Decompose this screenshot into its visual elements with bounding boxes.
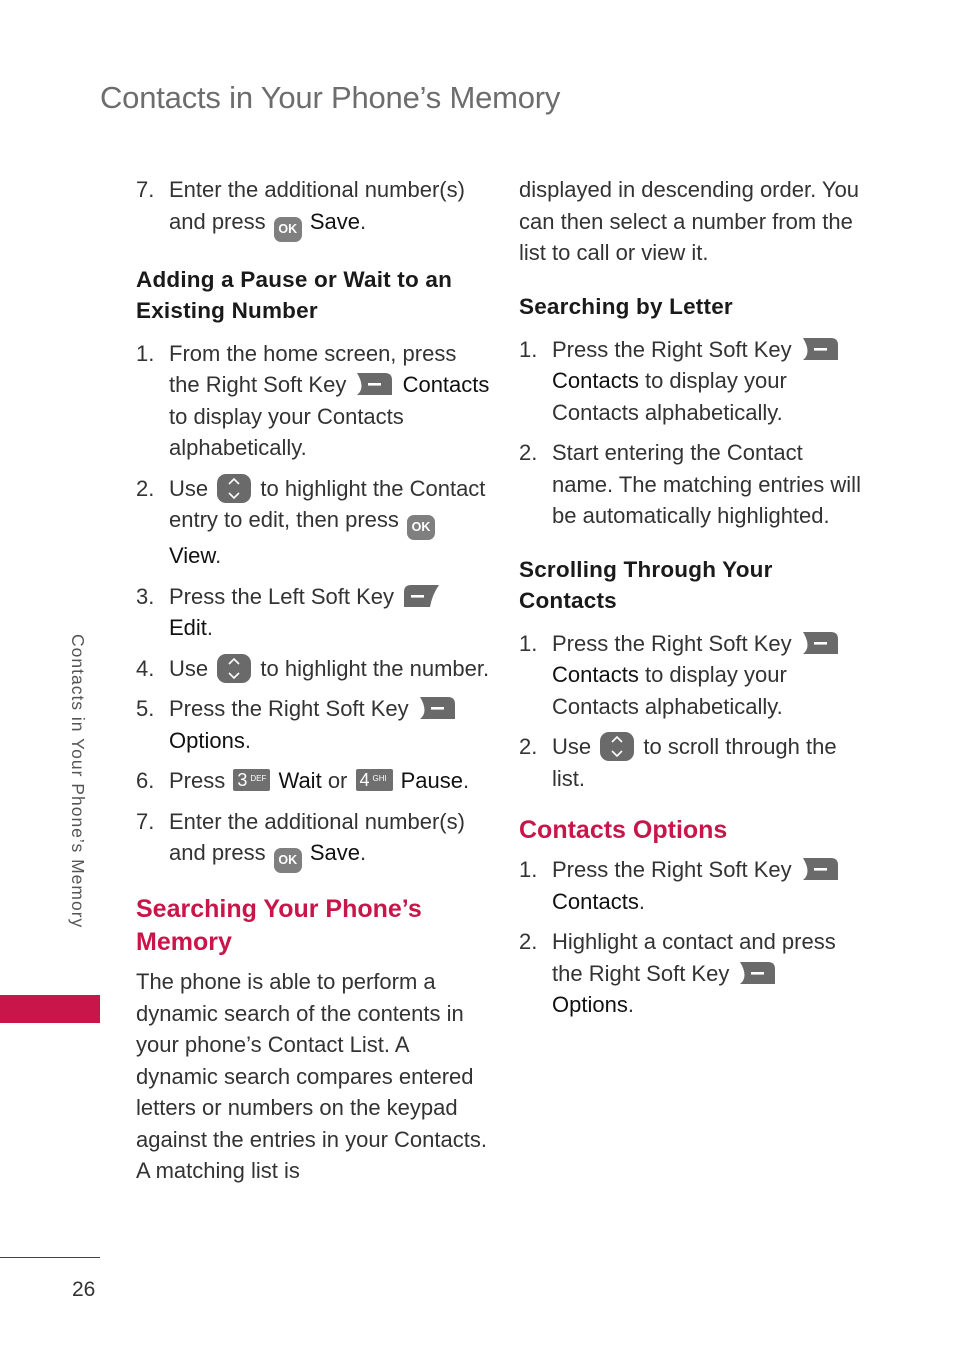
keyword: Save bbox=[309, 208, 361, 234]
ok-key-icon: OK bbox=[274, 217, 302, 242]
step-text: . bbox=[638, 888, 645, 914]
step-number: 2. bbox=[519, 929, 538, 954]
navigation-key-icon bbox=[216, 653, 252, 684]
list-item bbox=[136, 473, 491, 572]
key-digit: 3 bbox=[237, 770, 248, 790]
step-text: Highlight a contact and press the Right Soft Key bbox=[552, 929, 836, 986]
list-item bbox=[136, 653, 491, 685]
list-item bbox=[519, 628, 864, 723]
right-soft-key-icon bbox=[800, 336, 840, 362]
step-text: Enter the additional number(s) and press bbox=[169, 177, 465, 234]
navigation-key-icon bbox=[216, 473, 252, 504]
right-soft-key-icon bbox=[800, 856, 840, 882]
step-number: 1. bbox=[519, 857, 538, 882]
right-soft-key-icon bbox=[737, 960, 777, 986]
paragraph: The phone is able to perform a dynamic search of the contents in your phone’s Contact List. A dynamic search compares entered letters or numbers on the keypad against the entries in your Contacts. A matching list is bbox=[136, 969, 487, 1183]
paragraph: displayed in descending order. You can then select a number from the list to call or view it. bbox=[519, 177, 860, 265]
step-number: 2. bbox=[519, 734, 538, 759]
keyword: Edit bbox=[169, 615, 207, 640]
list-item bbox=[519, 926, 864, 1021]
keyword: Contacts bbox=[552, 368, 639, 393]
step-text: or bbox=[327, 768, 348, 793]
subheading-search-letter: Searching by Letter bbox=[519, 293, 733, 319]
list-item bbox=[136, 806, 491, 874]
list-item bbox=[519, 437, 864, 532]
step-text: to highlight the Contact entry to edit, then press bbox=[169, 475, 486, 532]
section-heading-searching: Searching Your Phone’s Memory bbox=[136, 895, 422, 956]
ok-key-icon: OK bbox=[274, 848, 302, 873]
step-text: . bbox=[627, 992, 634, 1017]
right-soft-key-icon bbox=[417, 695, 457, 721]
step-text: Use bbox=[169, 655, 209, 681]
step-text: Use bbox=[552, 734, 592, 759]
right-column bbox=[519, 174, 864, 1030]
step-text: Enter the additional number(s) and press bbox=[169, 808, 465, 865]
list-item bbox=[136, 693, 491, 756]
step-text: . bbox=[360, 208, 367, 234]
navigation-key-icon bbox=[599, 731, 635, 762]
step-text: Press bbox=[169, 768, 226, 793]
subheading-scrolling: Scrolling Through Your Contacts bbox=[519, 556, 773, 613]
list-item bbox=[136, 765, 491, 797]
list-item bbox=[519, 334, 864, 429]
step-number: 7. bbox=[136, 177, 155, 202]
step-text: . bbox=[463, 768, 470, 793]
keyword: Pause bbox=[400, 768, 464, 793]
step-number: 4. bbox=[136, 655, 155, 681]
list-item bbox=[136, 338, 491, 464]
keyword: Options bbox=[552, 992, 628, 1017]
step-text: Press the Right Soft Key bbox=[552, 857, 792, 882]
list-item bbox=[519, 731, 864, 794]
keyword: Contacts bbox=[552, 662, 639, 687]
key-3-def-icon bbox=[233, 769, 270, 791]
step-number: 6. bbox=[136, 768, 155, 793]
right-soft-key-icon bbox=[800, 630, 840, 656]
step-number: 1. bbox=[519, 336, 538, 362]
step-text: to scroll through the list. bbox=[552, 734, 837, 791]
key-letters: DEF bbox=[250, 774, 267, 783]
page-title: Contacts in Your Phone’s Memory bbox=[100, 80, 561, 115]
keyword: Options bbox=[169, 727, 245, 753]
left-soft-key-icon bbox=[402, 583, 442, 609]
step-number: 2. bbox=[136, 475, 155, 501]
step-text: Start entering the Contact name. The matching entries will be automatically highlighted. bbox=[552, 440, 861, 528]
page-number: 26 bbox=[72, 1278, 96, 1301]
step-number: 2. bbox=[519, 440, 538, 465]
step-number: 1. bbox=[136, 340, 155, 366]
keyword: View bbox=[169, 543, 216, 568]
step-text: Use bbox=[169, 475, 209, 501]
step-text: to display your Contacts alphabetically. bbox=[552, 662, 787, 719]
keyword: Wait bbox=[278, 768, 322, 793]
step-text: to highlight the number. bbox=[260, 655, 490, 681]
footer-rule bbox=[0, 1257, 100, 1258]
step-text: . bbox=[244, 727, 251, 753]
step-text: Press the Left Soft Key bbox=[169, 583, 395, 609]
side-tab-label: Contacts in Your Phone’s Memory bbox=[68, 634, 88, 929]
key-4-ghi-icon bbox=[356, 769, 393, 791]
side-tab-marker bbox=[0, 995, 100, 1023]
step-text: . bbox=[360, 840, 367, 865]
key-letters: GHI bbox=[372, 774, 387, 783]
keyword: Save bbox=[309, 840, 361, 865]
step-text: Press the Right Soft Key bbox=[552, 336, 792, 362]
step-number: 7. bbox=[136, 808, 155, 834]
step-text: to display your Contacts alphabetically. bbox=[169, 403, 404, 460]
step-text: Press the Right Soft Key bbox=[169, 696, 409, 721]
ok-key-icon: OK bbox=[407, 515, 435, 540]
step-text: to display your Contacts alphabetically. bbox=[552, 368, 787, 425]
list-item bbox=[136, 581, 491, 644]
step-text: From the home screen, press the Right Soft Key bbox=[169, 340, 457, 397]
right-soft-key-icon bbox=[354, 371, 394, 397]
section-heading-contacts-options: Contacts Options bbox=[519, 816, 728, 844]
step-text: . bbox=[206, 615, 214, 640]
list-item bbox=[136, 174, 491, 242]
list-item bbox=[519, 854, 864, 917]
step-number: 5. bbox=[136, 696, 155, 721]
keyword: Contacts bbox=[552, 888, 639, 914]
step-text: Press the Right Soft Key bbox=[552, 630, 792, 656]
left-column bbox=[136, 174, 491, 1196]
subheading-pause-wait: Adding a Pause or Wait to an Existing Number bbox=[136, 266, 453, 323]
key-digit: 4 bbox=[359, 770, 370, 790]
keyword: Contacts bbox=[402, 372, 490, 397]
step-number: 1. bbox=[519, 630, 538, 656]
step-text: . bbox=[215, 543, 222, 568]
step-number: 3. bbox=[136, 583, 155, 609]
